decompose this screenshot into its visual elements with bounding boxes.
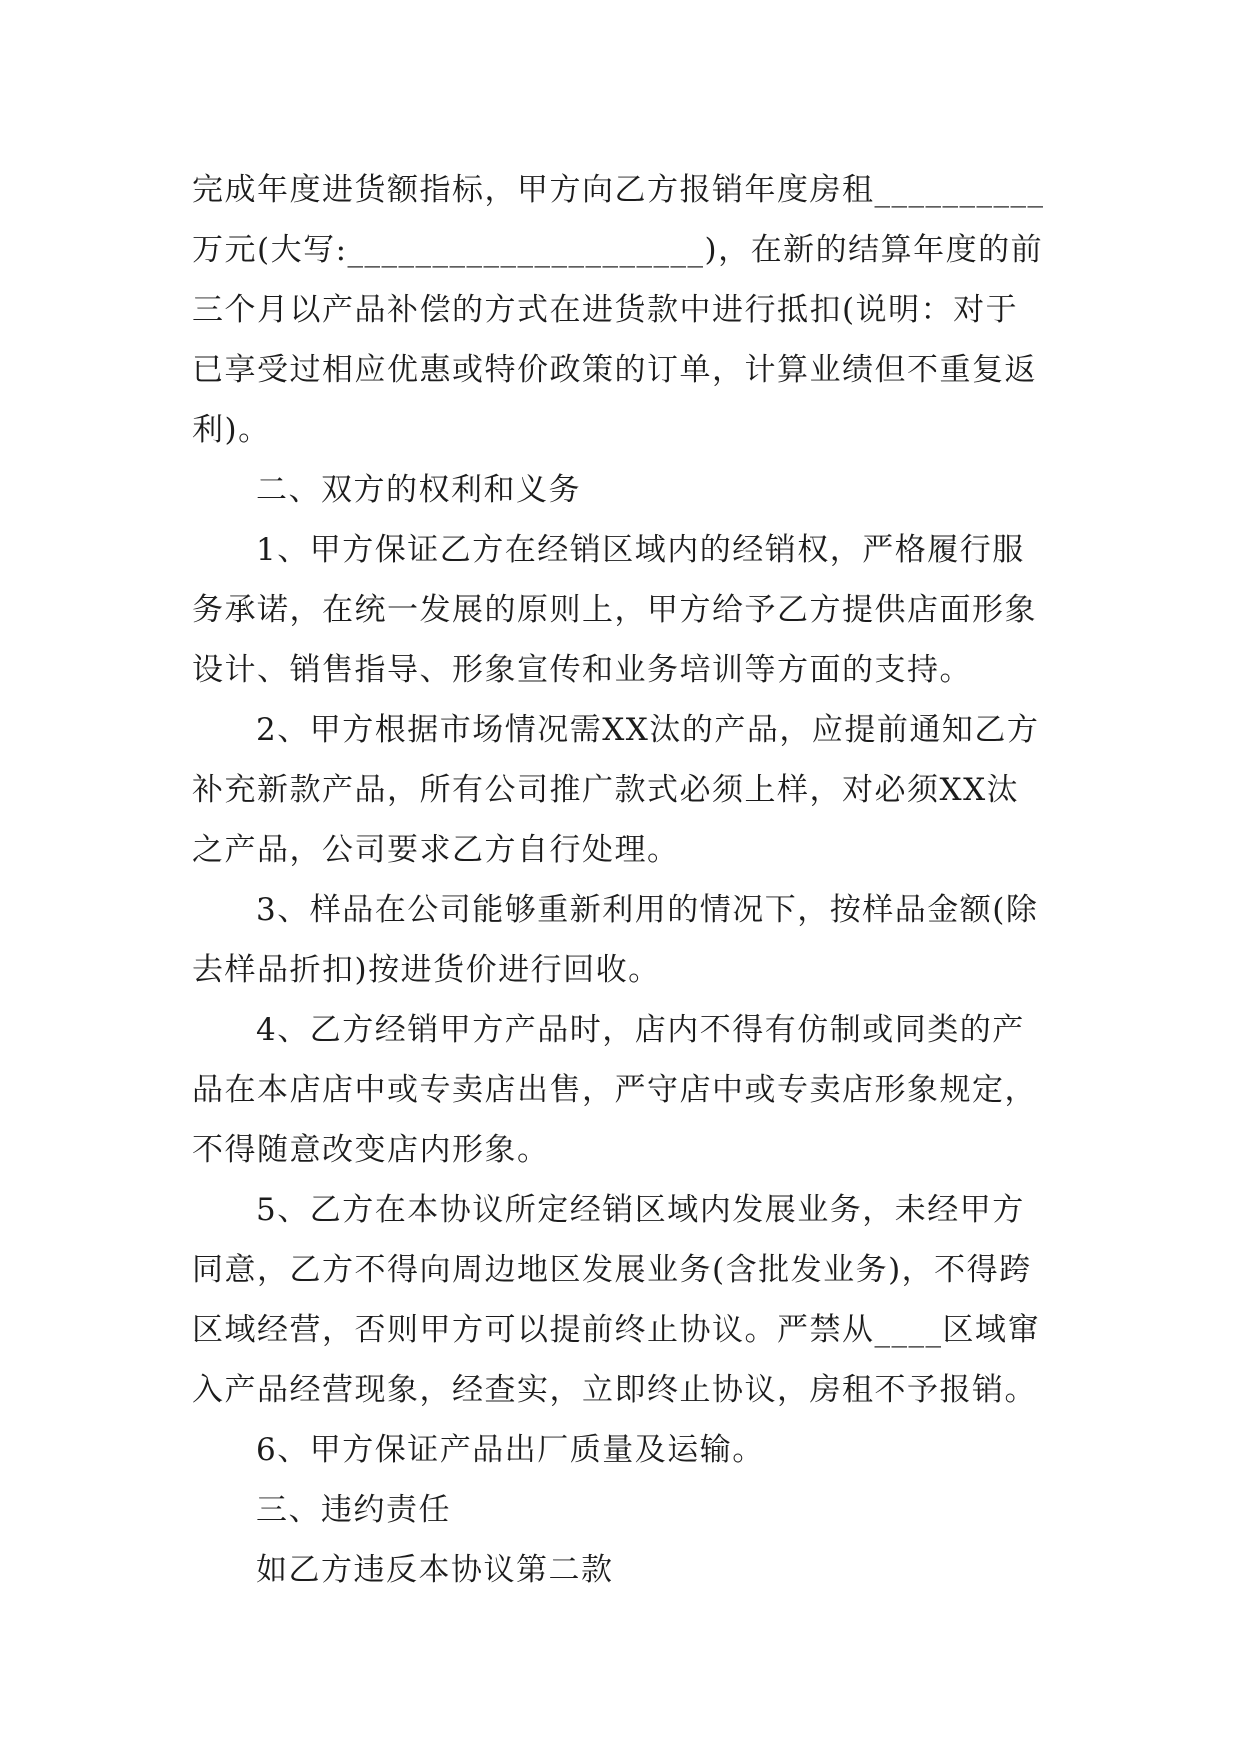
text-line: 万元(大写:_____________________)，在新的结算年度的前: [192, 232, 1044, 268]
text-line: 1、甲方保证乙方在经销区域内的经销权，严格履行服: [256, 532, 1025, 568]
text-line: 补充新款产品，所有公司推广款式必须上样，对必须XX汰: [192, 772, 1020, 808]
document-body: [192, 160, 1052, 1600]
text-line: 设计、销售指导、形象宣传和业务培训等方面的支持。: [192, 652, 972, 688]
text-line: 入产品经营现象，经查实，立即终止协议，房租不予报销。: [192, 1372, 1037, 1408]
text-line: 务承诺，在统一发展的原则上，甲方给予乙方提供店面形象: [192, 592, 1037, 628]
text-line: 去样品折扣)按进货价进行回收。: [192, 952, 661, 988]
text-line: 4、乙方经销甲方产品时，店内不得有仿制或同类的产: [256, 1012, 1025, 1048]
text-line: 区域经营，否则甲方可以提前终止协议。严禁从____区域窜: [192, 1312, 1040, 1348]
text-line: 品在本店店中或专卖店出售，严守店中或专卖店形象规定，: [192, 1072, 1037, 1108]
text-line: 利)。: [192, 412, 271, 448]
text-line: 之产品，公司要求乙方自行处理。: [192, 832, 680, 868]
text-line: 不得随意改变店内形象。: [192, 1132, 550, 1168]
text-line: 已享受过相应优惠或特价政策的订单，计算业绩但不重复返: [192, 352, 1037, 388]
text-line: 5、乙方在本协议所定经销区域内发展业务，未经甲方: [256, 1192, 1025, 1228]
text-line: 完成年度进货额指标，甲方向乙方报销年度房租__________: [192, 172, 1045, 208]
text-line: 同意，乙方不得向周边地区发展业务(含批发业务)，不得跨: [192, 1252, 1032, 1288]
section-heading: 二、双方的权利和义务: [256, 472, 581, 508]
text-line: 三个月以产品补偿的方式在进货款中进行抵扣(说明：对于: [192, 292, 1019, 328]
text-line: 6、甲方保证产品出厂质量及运输。: [256, 1432, 765, 1468]
section-heading: 三、违约责任: [256, 1492, 451, 1528]
text-line: 2、甲方根据市场情况需XX汰的产品，应提前通知乙方: [256, 712, 1040, 748]
text-line: 3、样品在公司能够重新利用的情况下，按样品金额(除: [256, 892, 1039, 928]
text-line: 如乙方违反本协议第二款: [256, 1552, 614, 1588]
